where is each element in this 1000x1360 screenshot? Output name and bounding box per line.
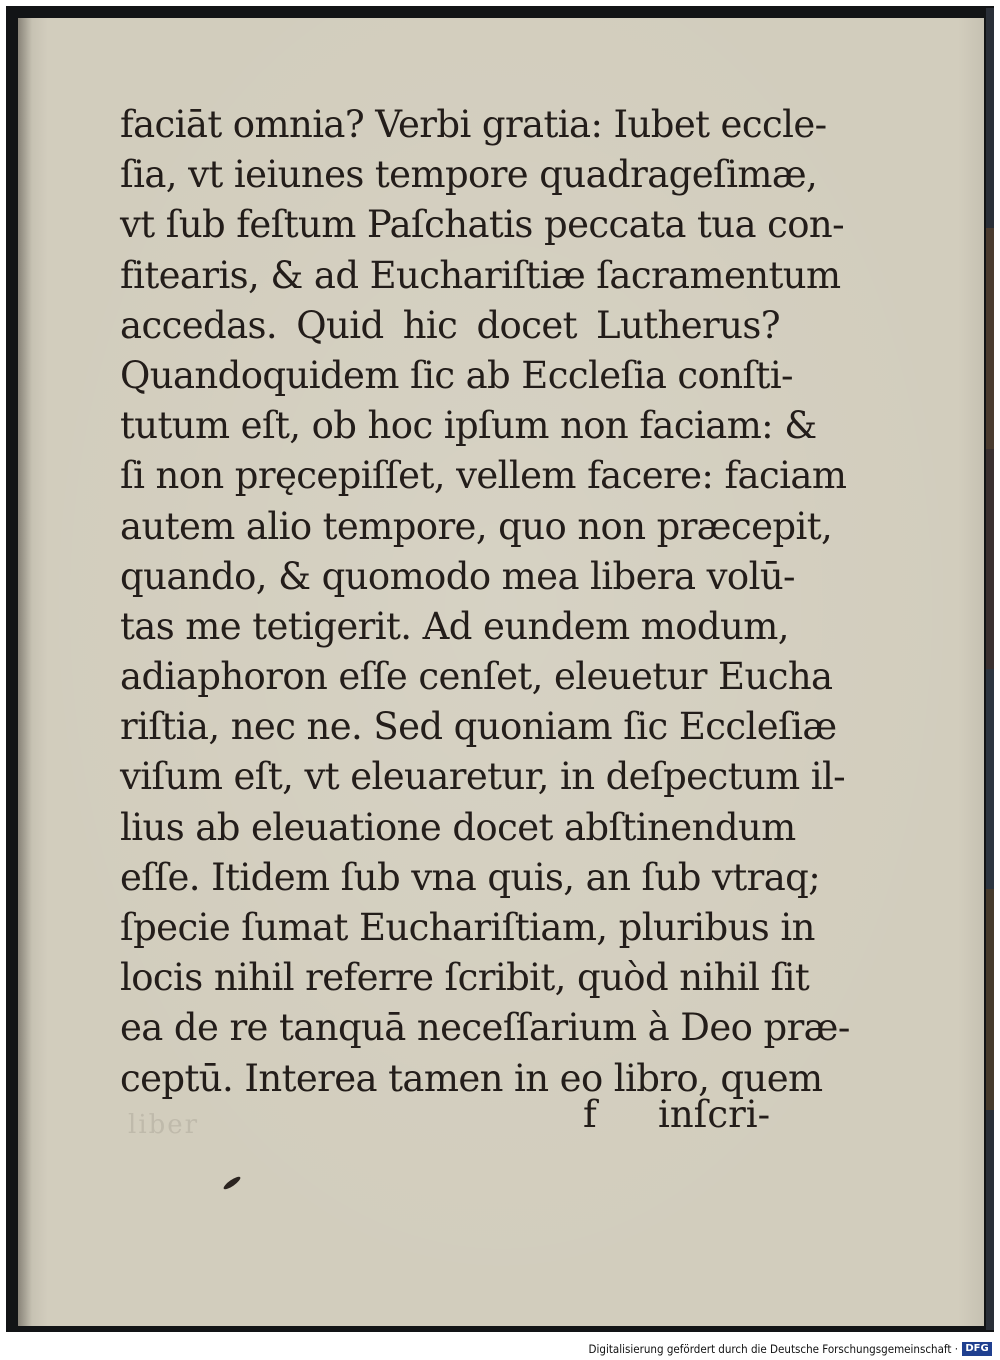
text-line: lius ab eleuatione docet abſtinendum <box>120 805 796 849</box>
text-line: autem alio tempore, quo non præcepit, <box>120 504 833 548</box>
bleed-through-text: liber <box>128 1110 200 1140</box>
text-line: faciāt omnia? Verbi gratia: Iubet eccle- <box>120 103 827 146</box>
text-line: ſpecie ſumat Euchariſtiam, pluribus in <box>120 906 815 949</box>
text-line: ſi non pręcepiſſet, vellem facere: faciam <box>120 454 847 498</box>
text-line: Quandoquidem ſic ab Eccleſia conſti- <box>120 353 793 397</box>
color-calibration-bar <box>986 8 994 1330</box>
text-line: riſtia, nec ne. Sed quoniam ſic Eccleſiæ <box>120 705 837 749</box>
text-line: locis nihil referre ſcribit, quòd nihil ſit <box>120 956 810 1000</box>
signature-line <box>120 1090 780 1140</box>
text-line: accedas. Quid hic docet Lutherus? <box>120 303 780 347</box>
text-line: tutum eſt, ob hoc ipſum non faciam: & <box>120 404 817 448</box>
gutter-shadow <box>18 18 32 1326</box>
text-line: viſum eſt, vt eleuaretur, in deſpectum il- <box>120 755 846 799</box>
text-line: fitearis, & ad Euchariſtiæ ſacramentum <box>120 253 841 297</box>
footer <box>0 1340 1000 1360</box>
text-line: vt ſub feſtum Paſchatis peccata tua con- <box>120 203 845 247</box>
text-line: ceptū. Interea tamen in eo libro, quem <box>120 1056 823 1100</box>
dfg-logo: DFG <box>962 1342 992 1356</box>
text-line: eſſe. Itidem ſub vna quis, an ſub vtraq; <box>120 855 821 899</box>
text-line: adiaphoron eſſe cenſet, eleuetur Eucha <box>120 655 833 699</box>
catchword: inſcri- <box>658 1093 771 1136</box>
page-text <box>120 100 850 1104</box>
text-line: tas me tetigerit. Ad eundem modum, <box>120 604 789 648</box>
text-line: ſia, vt ieiunes tempore quadrageſimæ, <box>120 153 818 197</box>
funding-credit: Digitalisierung gefördert durch die Deutsche Forschungsgemeinschaft · <box>588 1342 958 1356</box>
signature-mark: f <box>583 1093 597 1136</box>
text-line: ea de re tanquā neceſſarium à Deo præ- <box>120 1006 850 1050</box>
text-line: quando, & quomodo mea libera volū- <box>120 554 795 598</box>
